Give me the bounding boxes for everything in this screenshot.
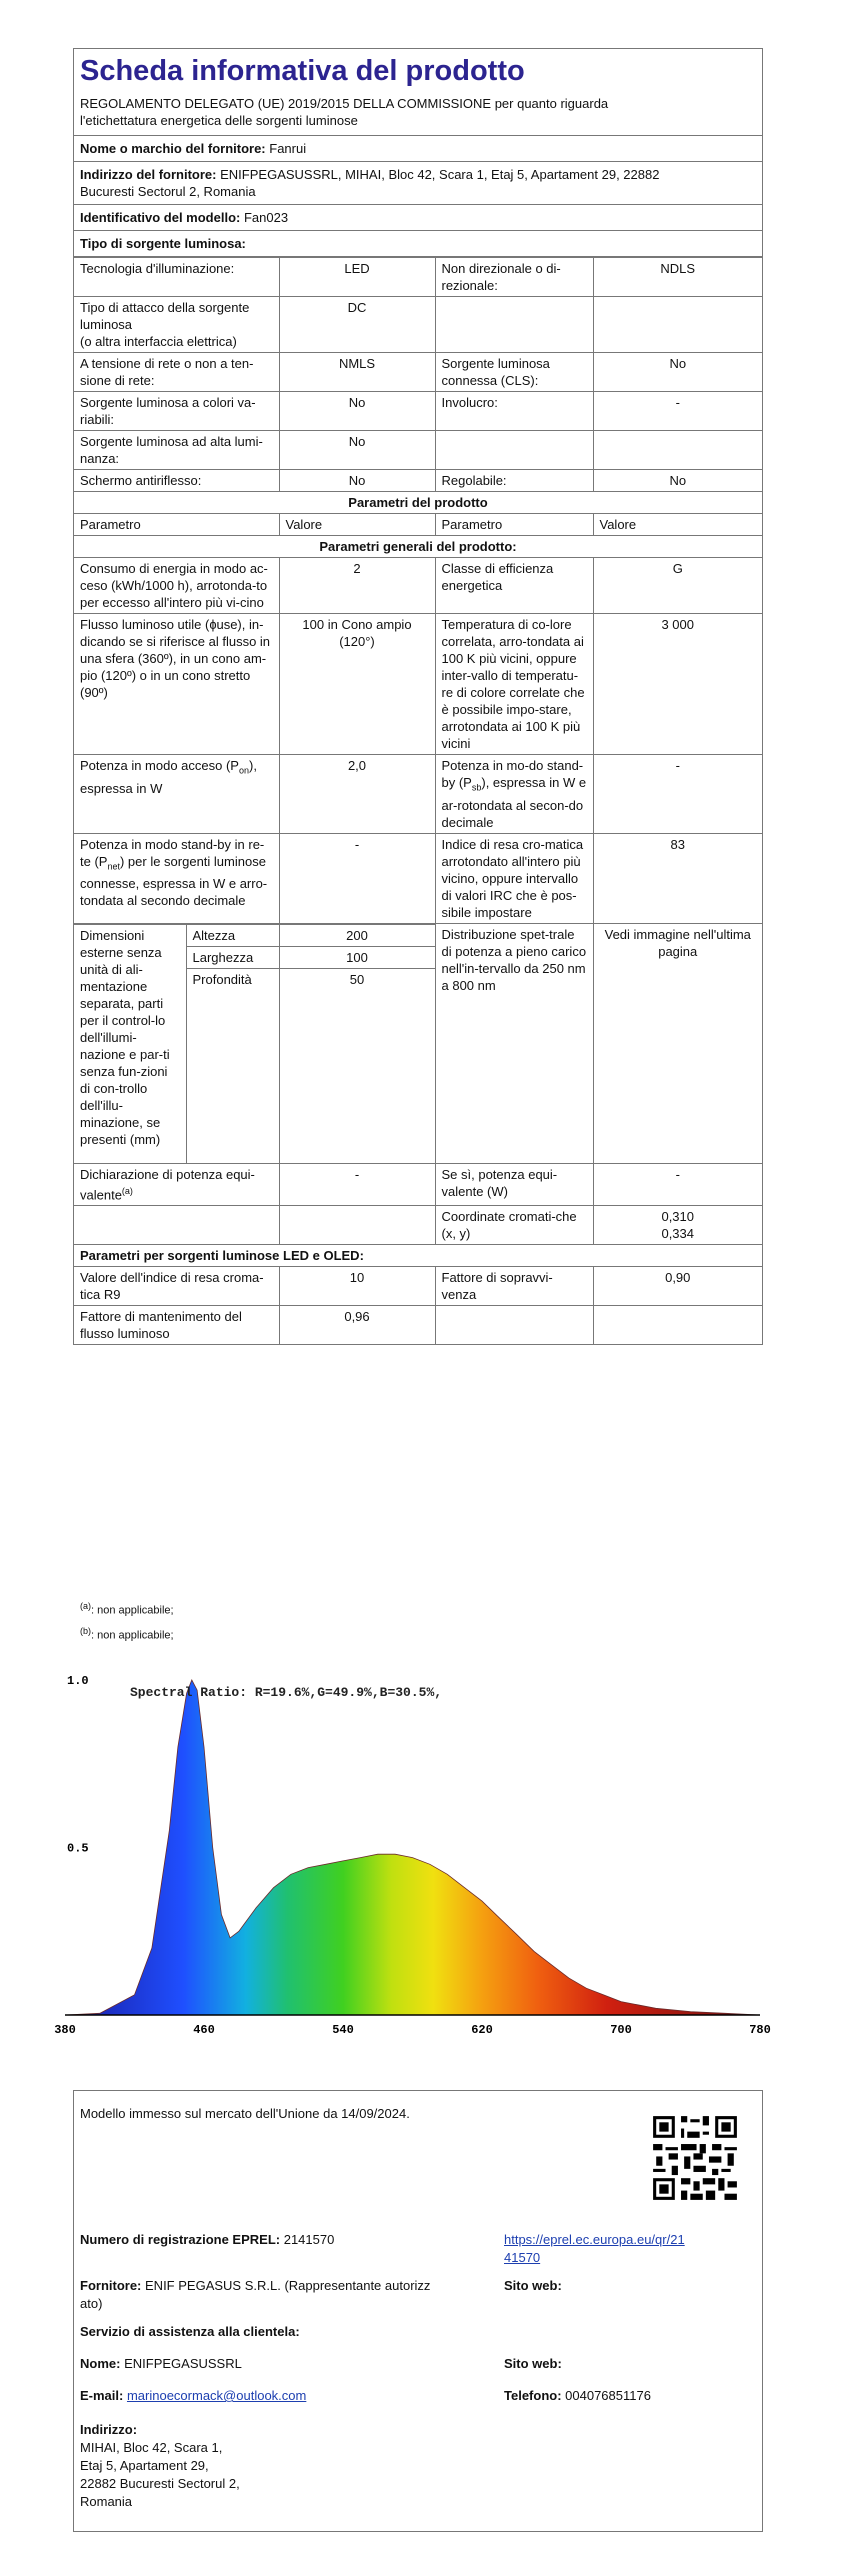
cell-label: Regolabile: bbox=[435, 470, 593, 492]
table-row bbox=[74, 1244, 762, 1266]
cell-label: Sorgente luminosa ad alta lumi-nanza: bbox=[74, 431, 279, 470]
cell-label: Non direzionale o di-rezionale: bbox=[435, 258, 593, 297]
table-row bbox=[74, 297, 762, 353]
led-params-heading: Parametri per sorgenti luminose LED e OLED: bbox=[74, 1244, 762, 1266]
cell-value: DC bbox=[279, 297, 435, 353]
dimensions-values-table bbox=[280, 924, 435, 990]
cell-label: Fattore di sopravvi-venza bbox=[435, 1266, 593, 1305]
page-title: Scheda informativa del prodotto bbox=[80, 55, 525, 87]
table-row bbox=[74, 1205, 762, 1244]
cell-label: Distribuzione spet-trale di potenza a pieno carico nell'in-tervallo da 250 nm a 800 nm bbox=[435, 923, 593, 1163]
table-row bbox=[74, 470, 762, 492]
table-row bbox=[74, 1266, 762, 1305]
email-label: E-mail: bbox=[80, 2388, 124, 2403]
dich-label: Dichiarazione di potenza equi-valente bbox=[80, 1166, 255, 1202]
cell-value: No bbox=[593, 353, 762, 392]
eprel-link-line[interactable]: https://eprel.ec.europa.eu/qr/21 bbox=[504, 2232, 685, 2247]
cell-value: 0,96 bbox=[279, 1305, 435, 1344]
coord-y: 0,334 bbox=[661, 1225, 695, 1241]
cell-label: Se sì, potenza equi-valente (W) bbox=[435, 1163, 593, 1205]
footnote-b bbox=[80, 1621, 174, 1646]
table-row bbox=[74, 492, 762, 514]
supplier-address-row bbox=[74, 162, 762, 205]
market-text: Modello immesso sul mercato dell'Unione da 14/09/2024. bbox=[80, 2106, 410, 2121]
table-row bbox=[74, 258, 762, 297]
cell-value: No bbox=[279, 470, 435, 492]
telefono-value: 004076851176 bbox=[565, 2388, 651, 2403]
cell-value: 3 000 bbox=[593, 614, 762, 755]
dimensions-values-cell bbox=[279, 923, 435, 1163]
cell-value: 100 in Cono ampio (120°) bbox=[279, 614, 435, 755]
chart-title: Spectral Ratio: R=19.6%,G=49.9%,B=30.5%, bbox=[130, 1685, 443, 1700]
larghezza-label: Larghezza bbox=[186, 946, 279, 968]
table-row bbox=[74, 1305, 762, 1344]
eprel-link-line[interactable]: 41570 bbox=[504, 2250, 541, 2265]
dimensions-table bbox=[74, 924, 279, 1163]
indirizzo-label: Indirizzo: bbox=[80, 2422, 138, 2437]
cell-value: G bbox=[593, 558, 762, 614]
footnote-b-text: : non applicabile; bbox=[91, 1629, 174, 1642]
empty-cell bbox=[435, 1305, 593, 1344]
footnotes bbox=[80, 1596, 174, 1645]
eprel-value: 2141570 bbox=[283, 2232, 335, 2247]
email-link[interactable]: marinoecormack@outlook.com bbox=[126, 2388, 307, 2403]
pnet-label: Potenza in modo stand-by in re-te (P bbox=[80, 836, 265, 869]
table-row bbox=[74, 431, 762, 470]
dich-sup: (a) bbox=[121, 1185, 133, 1196]
supplier-address-value-2: Bucuresti Sectorul 2, Romania bbox=[80, 184, 256, 199]
eprel-link[interactable] bbox=[504, 2231, 685, 2267]
table-row bbox=[74, 514, 762, 536]
sito-web-label: Sito web: bbox=[504, 2278, 562, 2293]
profondita-label: Profondità bbox=[186, 968, 279, 1163]
cell-value: 2 bbox=[279, 558, 435, 614]
x-tick-label: 700 bbox=[610, 2023, 632, 2037]
cell-value: 2,0 bbox=[279, 755, 435, 834]
cell-value bbox=[593, 431, 762, 470]
altezza-value: 200 bbox=[280, 924, 435, 946]
table-row bbox=[74, 755, 762, 834]
telefono-row bbox=[504, 2387, 651, 2405]
cell-label: Classe di efficienza energetica bbox=[435, 558, 593, 614]
regulation-text bbox=[74, 91, 762, 136]
cell-value: No bbox=[279, 392, 435, 431]
x-tick-label: 780 bbox=[749, 2023, 771, 2037]
fornitore-value-2: ato) bbox=[80, 2296, 103, 2311]
pon-label: Potenza in modo acceso (P bbox=[80, 758, 239, 773]
cell-label bbox=[74, 833, 279, 923]
cell-value: 83 bbox=[593, 833, 762, 923]
table-row bbox=[74, 353, 762, 392]
cell-value: 0,90 bbox=[593, 1266, 762, 1305]
col-header: Valore bbox=[279, 514, 435, 536]
footer-info-box bbox=[73, 2090, 763, 2532]
dimensions-label: Dimensioni esterne senza unità di ali-mentazione separata, parti per il control-lo dell'illumi-nazione e par-ti senza fun-zioni di con-trollo dell'illu-minazione, se presenti (mm) bbox=[74, 924, 186, 1163]
regulation-line-1: REGOLAMENTO DELEGATO (UE) 2019/2015 DELLA COMMISSIONE per quanto riguarda bbox=[80, 96, 609, 111]
dimensions-cell bbox=[74, 923, 279, 1163]
cell-value: - bbox=[279, 833, 435, 923]
cell-label-line: Tipo di attacco della sorgente luminosa bbox=[80, 300, 250, 332]
x-tick-label: 460 bbox=[193, 2023, 215, 2037]
eprel-label: Numero di registrazione EPREL: bbox=[80, 2232, 281, 2247]
table-row bbox=[280, 924, 435, 946]
table-row bbox=[74, 923, 762, 1163]
pnet-label-2: ) per le sorgenti luminose connesse, espressa in W e arro-tondata al secondo decimale bbox=[80, 853, 268, 909]
regulation-line-2: l'etichettatura energetica delle sorgenti luminose bbox=[80, 113, 358, 128]
footnote-b-mark: (b) bbox=[80, 1625, 91, 1636]
supplier-address-label: Indirizzo del fornitore: bbox=[80, 167, 217, 182]
cell-value: No bbox=[593, 470, 762, 492]
cell-value: No bbox=[279, 431, 435, 470]
cell-label: Consumo di energia in modo ac-ceso (kWh/1000 h), arrotonda-to per eccesso all'intero più vi-cino bbox=[74, 558, 279, 614]
cell-label bbox=[435, 431, 593, 470]
empty-cell bbox=[74, 1205, 279, 1244]
email-row bbox=[80, 2387, 306, 2405]
cell-label: Sorgente luminosa a colori va-riabili: bbox=[74, 392, 279, 431]
cell-value: - bbox=[279, 1163, 435, 1205]
footnote-a-text: : non applicabile; bbox=[91, 1604, 174, 1617]
supplier-name-label: Nome o marchio del fornitore: bbox=[80, 141, 266, 156]
table-row bbox=[74, 833, 762, 923]
pon-sub: on bbox=[238, 765, 249, 776]
cell-value: 10 bbox=[279, 1266, 435, 1305]
qr-code-icon bbox=[650, 2113, 740, 2203]
cell-label bbox=[74, 1163, 279, 1205]
table-row bbox=[280, 946, 435, 968]
psb-label-2: ), espressa in W e ar-rotondata al secon-do decimale bbox=[441, 775, 587, 830]
indirizzo-line: 22882 Bucuresti Sectorul 2, bbox=[80, 2476, 240, 2491]
col-header: Valore bbox=[593, 514, 762, 536]
table-row bbox=[74, 558, 762, 614]
supplier-name-row bbox=[74, 136, 762, 162]
y-tick-label: 0.5 bbox=[67, 1841, 89, 1856]
nome-row bbox=[80, 2355, 242, 2373]
supplier-address-value: ENIFPEGASUSSRL, MIHAI, Bloc 42, Scara 1, Etaj 5, Apartament 29, 22882 bbox=[220, 167, 660, 182]
cell-value: LED bbox=[279, 258, 435, 297]
cell-value bbox=[593, 1205, 762, 1244]
fornitore-label: Fornitore: bbox=[80, 2278, 142, 2293]
indirizzo-line: MIHAI, Bloc 42, Scara 1, bbox=[80, 2440, 223, 2455]
psb-sub: sb bbox=[471, 782, 482, 793]
fornitore-row bbox=[80, 2277, 480, 2313]
coord-x: 0,310 bbox=[661, 1208, 695, 1224]
model-id-label: Identificativo del modello: bbox=[80, 210, 241, 225]
pon-label-2: ), espressa in W bbox=[80, 758, 257, 796]
cell-label: Coordinate cromati-che (x, y) bbox=[435, 1205, 593, 1244]
fornitore-value: ENIF PEGASUS S.R.L. (Rappresentante autorizz bbox=[145, 2278, 431, 2293]
table-row bbox=[74, 536, 762, 558]
empty-cell bbox=[279, 1205, 435, 1244]
sito-web-label-2: Sito web: bbox=[504, 2356, 562, 2371]
model-id-row bbox=[74, 205, 762, 231]
cell-value: NMLS bbox=[279, 353, 435, 392]
table-row bbox=[74, 924, 279, 946]
empty-cell bbox=[593, 1305, 762, 1344]
cell-value: - bbox=[593, 1163, 762, 1205]
spectrum-chart bbox=[54, 1660, 772, 2055]
nome-value: ENIFPEGASUSSRL bbox=[124, 2356, 242, 2371]
larghezza-value: 100 bbox=[280, 946, 435, 968]
x-tick-label: 620 bbox=[471, 2023, 493, 2037]
x-tick-label: 540 bbox=[332, 2023, 354, 2037]
model-id-value: Fan023 bbox=[243, 210, 289, 225]
product-info-sheet bbox=[73, 48, 763, 1345]
supplier-name-value: Fanrui bbox=[269, 141, 307, 156]
psb-label: Potenza in mo-do stand-by (P bbox=[441, 758, 584, 790]
cell-label: Indice di resa cro-matica arrotondato all'intero più vicino, oppure intervallo di valori IRC che è pos-sibile impostare bbox=[435, 833, 593, 923]
table-row bbox=[280, 968, 435, 990]
source-type-heading: Tipo di sorgente luminosa: bbox=[74, 231, 762, 257]
nome-label: Nome: bbox=[80, 2356, 121, 2371]
table-row bbox=[74, 1163, 762, 1205]
cell-label: Schermo antiriflesso: bbox=[74, 470, 279, 492]
cell-label: A tensione di rete o non a ten-sione di rete: bbox=[74, 353, 279, 392]
indirizzo-line: Romania bbox=[80, 2494, 133, 2509]
cell-label: Flusso luminoso utile (ɸuse), in-dicando se si riferisce al flusso in una sfera (360º), in un cono am-pio (120º) o in un cono stretto (90º) bbox=[74, 614, 279, 755]
cell-label bbox=[435, 755, 593, 834]
table-row bbox=[74, 614, 762, 755]
footnote-a bbox=[80, 1596, 174, 1621]
cell-label-line: (o altra interfaccia elettrica) bbox=[80, 334, 237, 349]
cell-value: NDLS bbox=[593, 258, 762, 297]
servizio-label: Servizio di assistenza alla clientela: bbox=[80, 2324, 300, 2339]
cell-label bbox=[74, 755, 279, 834]
table-row bbox=[74, 392, 762, 431]
cell-label: Fattore di mantenimento del flusso luminoso bbox=[74, 1305, 279, 1344]
indirizzo-line: Etaj 5, Apartament 29, bbox=[80, 2458, 209, 2473]
source-type-table bbox=[74, 257, 762, 1345]
pnet-sub: net bbox=[107, 861, 120, 872]
altezza-label: Altezza bbox=[186, 924, 279, 946]
cell-label: Tecnologia d'illuminazione: bbox=[74, 258, 279, 297]
footnote-a-mark: (a) bbox=[80, 1601, 91, 1611]
col-header: Parametro bbox=[74, 514, 279, 536]
params-heading: Parametri del prodotto bbox=[74, 492, 762, 514]
cell-label bbox=[74, 297, 279, 353]
col-header: Parametro bbox=[435, 514, 593, 536]
cell-label: Temperatura di co-lore correlata, arro-tondata ai 100 K più vicini, oppure inter-vallo di temperatu-re di colore correlate che è possibile impo-stare, arrotondata ai 100 K più vicini bbox=[435, 614, 593, 755]
general-params-heading: Parametri generali del prodotto: bbox=[74, 536, 762, 558]
cell-label: Sorgente luminosa connessa (CLS): bbox=[435, 353, 593, 392]
cell-value bbox=[593, 297, 762, 353]
cell-value: Vedi immagine nell'ultima pagina bbox=[593, 923, 762, 1163]
cell-label: Valore dell'indice di resa croma-tica R9 bbox=[74, 1266, 279, 1305]
indirizzo-block bbox=[80, 2421, 240, 2511]
cell-label bbox=[435, 297, 593, 353]
y-tick-label: 1.0 bbox=[67, 1674, 89, 1688]
cell-label: Involucro: bbox=[435, 392, 593, 431]
cell-value: - bbox=[593, 755, 762, 834]
x-tick-label: 380 bbox=[54, 2023, 76, 2037]
eprel-row bbox=[80, 2231, 334, 2249]
cell-value: - bbox=[593, 392, 762, 431]
profondita-value: 50 bbox=[280, 968, 435, 990]
telefono-label: Telefono: bbox=[504, 2388, 562, 2403]
